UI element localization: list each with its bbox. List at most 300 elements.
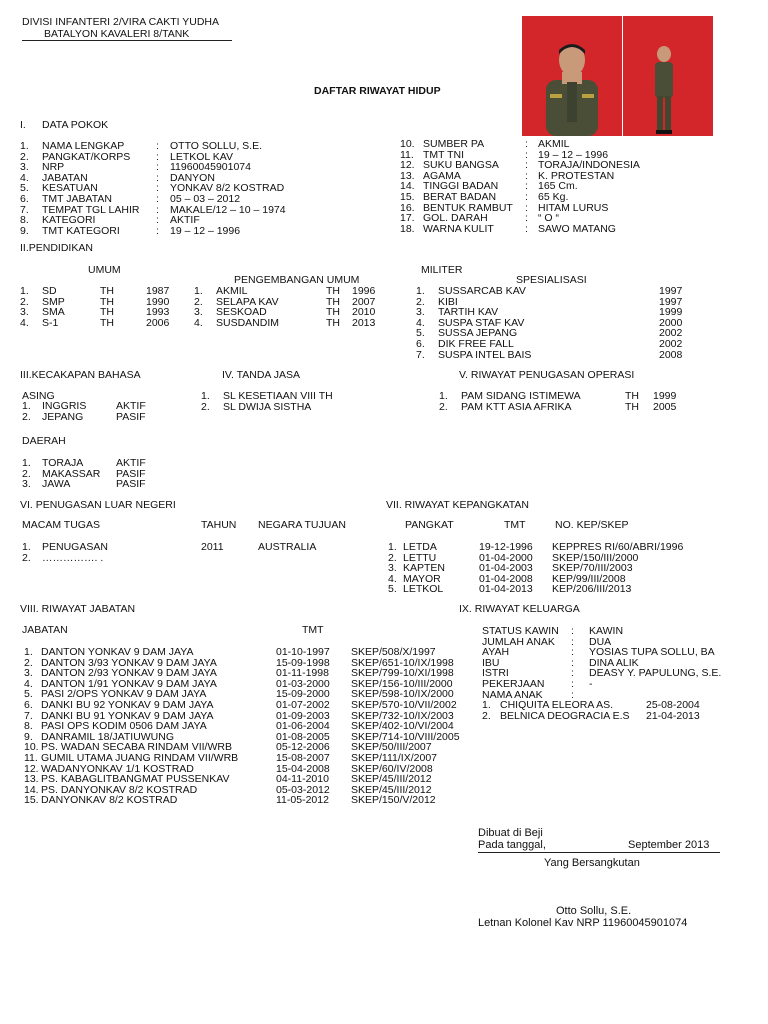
position-row: 14. PS. DANYONKAV 8/2 KOSTRAD 05-03-2012 SKEP/45/III/2012 bbox=[24, 783, 432, 796]
course-name: SUSPA INTEL BAIS bbox=[438, 348, 532, 361]
data-pokok-row: 17. GOL. DARAH : “ O “ bbox=[400, 212, 559, 225]
family-row: JUMLAH ANAK : DUA bbox=[482, 635, 612, 648]
position-tmt: 01-11-1998 bbox=[276, 667, 329, 680]
data-pokok-row: 8. KATEGORI : AKTIF bbox=[20, 214, 200, 227]
data-pokok-row: 16. BENTUK RAMBUT : HITAM LURUS bbox=[400, 201, 609, 214]
rank-tmt: 01-04-2003 bbox=[479, 562, 533, 575]
field-value: 19 – 12 – 1996 bbox=[170, 224, 241, 237]
kepangkatan-table bbox=[388, 542, 728, 595]
field-value: K. PROTESTAN bbox=[538, 169, 615, 182]
family-label: NAMA ANAK bbox=[482, 688, 543, 701]
position-name: GUMIL UTAMA JUANG RINDAM VII/WRB bbox=[41, 751, 239, 764]
field-label: TINGGI BADAN bbox=[423, 180, 499, 193]
family-row: IBU : DINA ALIK bbox=[482, 656, 639, 669]
position-decree: SKEP/45/III/2012 bbox=[351, 773, 432, 786]
position-name: PS. WADAN SECABA RINDAM VII/WRB bbox=[41, 741, 232, 754]
row-number: 5. bbox=[20, 182, 29, 195]
position-tmt: 05-03-2012 bbox=[276, 783, 330, 796]
col-tmt: TMT bbox=[504, 519, 526, 531]
data-pokok-row: 18. WARNA KULIT : SAWO MATANG bbox=[400, 222, 616, 235]
row-number: 12. bbox=[400, 159, 415, 172]
bahasa-daerah-table bbox=[22, 458, 182, 490]
position-decree: SKEP/45/III/2012 bbox=[351, 783, 432, 796]
row-number: 10. bbox=[400, 138, 415, 150]
umum-title: UMUM bbox=[88, 264, 121, 276]
row-number: 11. bbox=[400, 148, 414, 161]
sign-date-underline bbox=[478, 852, 720, 853]
col-jabatan: JABATAN bbox=[22, 624, 68, 636]
position-row: 7. DANKI BU 91 YONKAV 9 DAM JAYA 01-09-2003 SKEP/732-10/IX/2003 bbox=[24, 709, 454, 722]
data-pokok-row: 6. TMT JABATAN : 05 – 03 – 2012 bbox=[20, 192, 241, 205]
sign-rank-nrp: Letnan Kolonel Kav NRP 11960045901074 bbox=[478, 917, 688, 929]
language-level: AKTIF bbox=[116, 457, 146, 469]
operation-row: 2. PAM KTT ASIA AFRIKA TH 2005 bbox=[439, 400, 677, 413]
header-underline bbox=[22, 40, 232, 41]
section-pendidikan-heading: II.PENDIDIKAN bbox=[20, 242, 93, 254]
luar-negeri-table bbox=[22, 542, 362, 563]
family-row: PEKERJAAN : - bbox=[482, 677, 593, 690]
language-name: JEPANG bbox=[42, 410, 84, 423]
field-value: 05 – 03 – 2012 bbox=[170, 192, 241, 205]
duty-year: 2011 bbox=[201, 541, 224, 553]
rank-decree: SKEP/70/III/2003 bbox=[552, 562, 633, 575]
position-tmt: 15-09-2000 bbox=[276, 688, 330, 701]
field-label: TMT KATEGORI bbox=[42, 224, 120, 237]
family-row: STATUS KAWIN : KAWIN bbox=[482, 625, 624, 637]
education-row: 7. SUSPA INTEL BAIS 2008 bbox=[416, 348, 683, 361]
position-decree: SKEP/402-10/VI/2004 bbox=[351, 720, 454, 733]
education-row: 5. SUSSA JEPANG 2002 bbox=[416, 327, 683, 340]
course-name: SESKOAD bbox=[216, 306, 267, 319]
field-value: DANYON bbox=[170, 171, 215, 184]
language-row: 2. MAKASSAR PASIF bbox=[22, 467, 146, 480]
asing-title: ASING bbox=[22, 390, 55, 402]
family-row: AYAH : YOSIAS TUPA SOLLU, BA bbox=[482, 646, 715, 659]
data-pokok-left-table bbox=[20, 141, 380, 236]
position-tmt: 01-10-1997 bbox=[276, 646, 330, 658]
position-name: PS. DANYONKAV 8/2 KOSTRAD bbox=[41, 783, 198, 796]
row-number: 14. bbox=[400, 180, 415, 193]
position-name: DANTON 3/93 YONKAV 9 DAM JAYA bbox=[41, 656, 217, 669]
field-label: WARNA KULIT bbox=[423, 222, 494, 235]
foreign-duty-row: 2. ……………. . bbox=[22, 551, 104, 564]
field-value: 19 – 12 – 1996 bbox=[538, 148, 609, 161]
position-tmt: 05-12-2006 bbox=[276, 741, 330, 754]
rank-decree: SKEP/150/III/2000 bbox=[552, 551, 639, 564]
section-jabatan-heading: VIII. RIWAYAT JABATAN bbox=[20, 603, 136, 615]
position-name: DANTON 1/91 YONKAV 9 DAM JAYA bbox=[41, 677, 217, 690]
section-data-pokok-num: I. bbox=[20, 119, 26, 131]
row-number: 1. bbox=[20, 140, 29, 152]
position-tmt: 04-11-2010 bbox=[276, 773, 329, 786]
section-operasi-heading: V. RIWAYAT PENUGASAN OPERASI bbox=[459, 369, 635, 381]
family-value: DUA bbox=[589, 635, 612, 648]
rank-row: 2. LETTU 01-04-2000 SKEP/150/III/2000 bbox=[388, 551, 639, 564]
position-name: PS. KABAGLITBANGMAT PUSSENKAV bbox=[41, 773, 230, 786]
position-tmt: 01-09-2003 bbox=[276, 709, 330, 722]
operation-name: PAM KTT ASIA AFRIKA bbox=[461, 400, 572, 413]
daerah-title: DAERAH bbox=[22, 435, 66, 447]
position-decree: SKEP/60/IV/2008 bbox=[351, 762, 433, 775]
data-pokok-row: 4. JABATAN : DANYON bbox=[20, 171, 215, 184]
rank-tmt: 19-12-1996 bbox=[479, 541, 533, 553]
education-row: 4. SUSDANDIM TH 2013 bbox=[194, 316, 376, 329]
position-name: DANKI BU 92 YONKAV 9 DAM JAYA bbox=[41, 698, 214, 711]
language-name: JAWA bbox=[42, 478, 71, 491]
position-decree: SKEP/598-10/IX/2000 bbox=[351, 688, 454, 701]
course-name: DIK FREE FALL bbox=[438, 337, 514, 350]
unit-battalion: BATALYON KAVALERI 8/TANK bbox=[44, 28, 190, 40]
child-name: CHIQUITA ELEORA AS. bbox=[500, 699, 614, 712]
course-year: 1996 bbox=[352, 285, 376, 297]
position-row: 4. DANTON 1/91 YONKAV 9 DAM JAYA 01-03-2000 SKEP/156-10/III/2000 bbox=[24, 677, 453, 690]
sign-place: Dibuat di Beji bbox=[478, 827, 543, 839]
data-pokok-right-table bbox=[400, 139, 730, 234]
position-name: DANRAMIL 18/JATIUWUNG bbox=[41, 730, 175, 743]
field-value: HITAM LURUS bbox=[538, 201, 609, 214]
section-kepangkatan-heading: VII. RIWAYAT KEPANGKATAN bbox=[386, 499, 529, 511]
rank-tmt: 01-04-2008 bbox=[479, 572, 533, 585]
education-row: 1. SUSSARCAB KAV 1997 bbox=[416, 285, 683, 297]
course-year: 2000 bbox=[659, 316, 683, 329]
sign-role: Yang Bersangkutan bbox=[544, 857, 640, 869]
row-number: 15. bbox=[400, 190, 415, 203]
col-no-kep: NO. KEP/SKEP bbox=[555, 519, 629, 531]
field-value: 65 Kg. bbox=[538, 190, 569, 203]
row-number: 16. bbox=[400, 201, 415, 214]
position-row: 13. PS. KABAGLITBANGMAT PUSSENKAV 04-11-2010 SKEP/45/III/2012 bbox=[24, 773, 432, 786]
field-value: LETKOL KAV bbox=[170, 150, 234, 163]
education-row: 2. SMP TH 1990 bbox=[20, 295, 170, 308]
section-luar-negeri-heading: VI. PENUGASAN LUAR NEGERI bbox=[20, 499, 176, 511]
rank-row: 1. LETDA 19-12-1996 KEPPRES RI/60/ABRI/1996 bbox=[388, 541, 684, 553]
data-pokok-row: 1. NAMA LENGKAP : OTTO SOLLU, S.E. bbox=[20, 140, 262, 152]
family-row: ISTRI : DEASY Y. PAPULUNG, S.E. bbox=[482, 667, 722, 680]
education-row: 2. SELAPA KAV TH 2007 bbox=[194, 295, 376, 308]
section-keluarga-heading: IX. RIWAYAT KELUARGA bbox=[459, 603, 580, 615]
spesialisasi-title: SPESIALISASI bbox=[516, 274, 587, 286]
data-pokok-row: 14. TINGGI BADAN : 165 Cm. bbox=[400, 180, 578, 193]
field-label: NRP bbox=[42, 161, 65, 174]
operation-name: PAM SIDANG ISTIMEWA bbox=[461, 390, 581, 402]
course-name: SUSDANDIM bbox=[216, 316, 280, 329]
position-row: 5. PASI 2/OPS YONKAV 9 DAM JAYA 15-09-2000 SKEP/598-10/IX/2000 bbox=[24, 688, 454, 701]
language-name: TORAJA bbox=[42, 457, 84, 469]
data-pokok-row: 7. TEMPAT TGL LAHIR : MAKALE/12 – 10 – 1974 bbox=[20, 203, 286, 216]
course-year: 2010 bbox=[352, 306, 376, 319]
field-label: GOL. DARAH bbox=[423, 212, 488, 225]
education-row: 6. DIK FREE FALL 2002 bbox=[416, 337, 683, 350]
operation-year: 2005 bbox=[653, 400, 677, 413]
row-number: 8. bbox=[20, 214, 29, 227]
child-birthdate: 21-04-2013 bbox=[646, 709, 700, 722]
education-row: 1. AKMIL TH 1996 bbox=[194, 285, 376, 297]
position-row: 15. DANYONKAV 8/2 KOSTRAD 11-05-2012 SKEP/150/V/2012 bbox=[24, 794, 436, 807]
field-value: OTTO SOLLU, S.E. bbox=[170, 140, 262, 152]
language-name: INGGRIS bbox=[42, 400, 87, 412]
school-year: 2006 bbox=[146, 316, 170, 329]
data-pokok-row: 13. AGAMA : K. PROTESTAN bbox=[400, 169, 615, 182]
row-number: 3. bbox=[20, 161, 29, 174]
rank-name: LETDA bbox=[403, 541, 437, 553]
col-pangkat: PANGKAT bbox=[405, 519, 454, 531]
operation-year: 1999 bbox=[653, 390, 677, 402]
row-number: 13. bbox=[400, 169, 415, 182]
position-name: DANKI BU 91 YONKAV 9 DAM JAYA bbox=[41, 709, 214, 722]
position-decree: SKEP/111/IX/2007 bbox=[351, 751, 438, 764]
field-value: TORAJA/INDONESIA bbox=[538, 159, 640, 172]
course-name: SELAPA KAV bbox=[216, 295, 279, 308]
language-level: PASIF bbox=[116, 467, 146, 480]
data-pokok-row: 5. KESATUAN : YONKAV 8/2 KOSTRAD bbox=[20, 182, 285, 195]
award-row: 2. SL DWIJA SISTHA bbox=[201, 400, 312, 413]
position-decree: SKEP/651-10/IX/1998 bbox=[351, 656, 454, 669]
field-value: “ O “ bbox=[538, 212, 559, 225]
child-birthdate: 25-08-2004 bbox=[646, 699, 700, 712]
field-value: YONKAV 8/2 KOSTRAD bbox=[170, 182, 285, 195]
rank-name: LETTU bbox=[403, 551, 437, 564]
award-name: SL DWIJA SISTHA bbox=[223, 400, 312, 413]
duty-name: ……………. . bbox=[42, 551, 104, 564]
document-title: DAFTAR RIWAYAT HIDUP bbox=[314, 85, 441, 97]
position-decree: SKEP/150/V/2012 bbox=[351, 794, 436, 807]
field-label: SUKU BANGSA bbox=[423, 159, 499, 172]
language-level: PASIF bbox=[116, 410, 146, 423]
militer-title: MILITER bbox=[421, 264, 463, 276]
field-value: 165 Cm. bbox=[538, 180, 578, 193]
col-jabatan-tmt: TMT bbox=[302, 624, 324, 636]
family-label: JUMLAH ANAK bbox=[482, 635, 555, 648]
position-row: 6. DANKI BU 92 YONKAV 9 DAM JAYA 01-07-2002 SKEP/570-10/VII/2002 bbox=[24, 698, 457, 711]
section-data-pokok-heading: DATA POKOK bbox=[42, 119, 109, 131]
position-row: 11. GUMIL UTAMA JUANG RINDAM VII/WRB 15-08-2007 SKEP/111/IX/2007 bbox=[24, 751, 438, 764]
school-name: S-1 bbox=[42, 316, 59, 329]
rank-name: LETKOL bbox=[403, 583, 444, 596]
course-name: SUSPA STAF KAV bbox=[438, 316, 525, 329]
pendidikan-spesialisasi-table bbox=[416, 286, 716, 360]
language-level: PASIF bbox=[116, 478, 146, 491]
pengembangan-title: PENGEMBANGAN UMUM bbox=[234, 274, 360, 286]
course-name: SUSSA JEPANG bbox=[438, 327, 518, 340]
col-negara-tujuan: NEGARA TUJUAN bbox=[258, 519, 346, 531]
position-tmt: 01-06-2004 bbox=[276, 720, 330, 733]
school-year: 1990 bbox=[146, 295, 170, 308]
operasi-table bbox=[439, 391, 699, 412]
education-row: 3. SESKOAD TH 2010 bbox=[194, 306, 376, 319]
pendidikan-pengembangan-table bbox=[194, 286, 394, 328]
rank-decree: KEPPRES RI/60/ABRI/1996 bbox=[552, 541, 684, 553]
education-row: 2. KIBI 1997 bbox=[416, 295, 683, 308]
data-pokok-row: 10. SUMBER PA : AKMIL bbox=[400, 138, 570, 150]
position-tmt: 15-08-2007 bbox=[276, 751, 330, 764]
course-year: 1997 bbox=[659, 295, 683, 308]
sign-date-value: September 2013 bbox=[628, 839, 710, 851]
course-year: 2007 bbox=[352, 295, 376, 308]
position-tmt: 01-03-2000 bbox=[276, 677, 330, 690]
rank-row: 4. MAYOR 01-04-2008 KEP/99/III/2008 bbox=[388, 572, 626, 585]
school-year: 1987 bbox=[146, 285, 170, 297]
rank-name: KAPTEN bbox=[403, 562, 446, 575]
front-portrait-figure bbox=[522, 16, 622, 136]
rank-tmt: 01-04-2013 bbox=[479, 583, 533, 596]
rank-name: MAYOR bbox=[403, 572, 441, 585]
field-value: SAWO MATANG bbox=[538, 222, 616, 235]
position-name: DANTON 2/93 YONKAV 9 DAM JAYA bbox=[41, 667, 217, 680]
course-year: 2002 bbox=[659, 327, 683, 340]
education-row: 3. SMA TH 1993 bbox=[20, 306, 170, 319]
operation-row: 1. PAM SIDANG ISTIMEWA TH 1999 bbox=[439, 390, 677, 402]
position-decree: SKEP/508/X/1997 bbox=[351, 646, 436, 658]
family-row: NAMA ANAK : bbox=[482, 688, 574, 701]
row-number: 9. bbox=[20, 224, 29, 237]
position-row: 1. DANTON YONKAV 9 DAM JAYA 01-10-1997 SKEP/508/X/1997 bbox=[24, 646, 436, 658]
data-pokok-row: 11. TMT TNI : 19 – 12 – 1996 bbox=[400, 148, 609, 161]
sign-date-label: Pada tanggal, bbox=[478, 839, 546, 851]
position-tmt: 15-04-2008 bbox=[276, 762, 330, 775]
field-value: MAKALE/12 – 10 – 1974 bbox=[170, 203, 286, 216]
tanda-jasa-table bbox=[201, 391, 401, 412]
education-row: 3. TARTIH KAV 1999 bbox=[416, 306, 683, 319]
side-portrait-figure bbox=[623, 16, 713, 136]
rank-decree: KEP/99/III/2008 bbox=[552, 572, 626, 585]
language-row: 1. TORAJA AKTIF bbox=[22, 457, 146, 469]
position-decree: SKEP/570-10/VII/2002 bbox=[351, 698, 457, 711]
position-row: 10. PS. WADAN SECABA RINDAM VII/WRB 05-12-2006 SKEP/50/III/2007 bbox=[24, 741, 432, 754]
course-year: 2013 bbox=[352, 316, 376, 329]
education-row: 4. SUSPA STAF KAV 2000 bbox=[416, 316, 683, 329]
language-row: 3. JAWA PASIF bbox=[22, 478, 146, 491]
data-pokok-row: 12. SUKU BANGSA : TORAJA/INDONESIA bbox=[400, 159, 640, 172]
position-decree: SKEP/156-10/III/2000 bbox=[351, 677, 453, 690]
rank-tmt: 01-04-2000 bbox=[479, 551, 533, 564]
language-row: 2. JEPANG PASIF bbox=[22, 410, 146, 423]
row-number: 7. bbox=[20, 203, 29, 216]
field-label: BERAT BADAN bbox=[423, 190, 497, 203]
position-tmt: 01-07-2002 bbox=[276, 698, 330, 711]
position-row: 8. PASI OPS KODIM 0506 DAM JAYA 01-06-2004 SKEP/402-10/VI/2004 bbox=[24, 720, 454, 733]
field-label: AGAMA bbox=[423, 169, 461, 182]
position-tmt: 11-05-2012 bbox=[276, 794, 329, 807]
row-number: 17. bbox=[400, 212, 415, 225]
section-bahasa-heading: III.KECAKAPAN BAHASA bbox=[20, 369, 141, 381]
position-name: DANTON YONKAV 9 DAM JAYA bbox=[41, 646, 194, 658]
field-label: PANGKAT/KORPS bbox=[42, 150, 131, 163]
position-tmt: 01-08-2005 bbox=[276, 730, 330, 743]
field-label: TMT TNI bbox=[423, 148, 465, 161]
duty-name: PENUGASAN bbox=[42, 541, 108, 553]
school-name: SD bbox=[42, 285, 57, 297]
keluarga-table bbox=[482, 626, 752, 721]
sign-name: Otto Sollu, S.E. bbox=[556, 905, 632, 917]
position-tmt: 15-09-1998 bbox=[276, 656, 330, 669]
field-label: JABATAN bbox=[42, 171, 88, 184]
data-pokok-row: 3. NRP : 11960045901074 bbox=[20, 161, 251, 174]
field-label: NAMA LENGKAP bbox=[42, 140, 125, 152]
award-name: SL KESETIAAN VIII TH bbox=[223, 390, 333, 402]
col-tahun: TAHUN bbox=[201, 519, 237, 531]
course-name: SUSSARCAB KAV bbox=[438, 285, 526, 297]
data-pokok-row: 9. TMT KATEGORI : 19 – 12 – 1996 bbox=[20, 224, 241, 237]
position-row: 12. WADANYONKAV 1/1 KOSTRAD 15-04-2008 SKEP/60/IV/2008 bbox=[24, 762, 433, 775]
col-macam-tugas: MACAM TUGAS bbox=[22, 519, 100, 531]
family-label: IBU bbox=[482, 656, 500, 669]
family-value: DEASY Y. PAPULUNG, S.E. bbox=[589, 667, 722, 680]
award-row: 1. SL KESETIAAN VIII TH bbox=[201, 390, 333, 402]
field-value: 11960045901074 bbox=[170, 161, 251, 174]
field-label: BENTUK RAMBUT bbox=[423, 201, 513, 214]
position-name: WADANYONKAV 1/1 KOSTRAD bbox=[41, 762, 194, 775]
family-value: YOSIAS TUPA SOLLU, BA bbox=[589, 646, 715, 659]
course-year: 1997 bbox=[659, 285, 683, 297]
course-name: KIBI bbox=[438, 295, 458, 308]
school-name: SMA bbox=[42, 306, 65, 319]
section-tanda-jasa-heading: IV. TANDA JASA bbox=[222, 369, 301, 381]
field-value: AKMIL bbox=[538, 138, 570, 150]
field-value: AKTIF bbox=[170, 214, 200, 227]
family-value: DINA ALIK bbox=[589, 656, 639, 669]
course-name: AKMIL bbox=[216, 285, 248, 297]
position-name: PASI 2/OPS YONKAV 9 DAM JAYA bbox=[41, 688, 207, 701]
course-name: TARTIH KAV bbox=[438, 306, 499, 319]
field-label: SUMBER PA bbox=[423, 138, 485, 150]
child-row: 2. BELNICA DEOGRACIA E.S 21-04-2013 bbox=[482, 709, 700, 722]
field-label: TEMPAT TGL LAHIR bbox=[42, 203, 140, 216]
rank-decree: KEP/206/III/2013 bbox=[552, 583, 632, 596]
family-value: - bbox=[589, 677, 593, 690]
rank-row: 5. LETKOL 01-04-2013 KEP/206/III/2013 bbox=[388, 583, 632, 596]
field-label: KATEGORI bbox=[42, 214, 96, 227]
family-label: ISTRI bbox=[482, 667, 509, 680]
school-name: SMP bbox=[42, 295, 65, 308]
position-decree: SKEP/799-10/XI/1998 bbox=[351, 667, 454, 680]
side-portrait-photo bbox=[623, 16, 713, 136]
language-name: MAKASSAR bbox=[42, 467, 101, 480]
child-name: BELNICA DEOGRACIA E.S bbox=[500, 709, 630, 722]
family-label: PEKERJAAN bbox=[482, 677, 545, 690]
position-row: 2. DANTON 3/93 YONKAV 9 DAM JAYA 15-09-1998 SKEP/651-10/IX/1998 bbox=[24, 656, 454, 669]
position-decree: SKEP/50/III/2007 bbox=[351, 741, 432, 754]
row-number: 2. bbox=[20, 150, 29, 163]
course-year: 2002 bbox=[659, 337, 683, 350]
row-number: 4. bbox=[20, 171, 29, 184]
position-name: PASI OPS KODIM 0506 DAM JAYA bbox=[41, 720, 207, 733]
education-row: 4. S-1 TH 2006 bbox=[20, 316, 170, 329]
position-decree: SKEP/732-10/IX/2003 bbox=[351, 709, 454, 722]
row-number: 6. bbox=[20, 192, 29, 205]
course-year: 2008 bbox=[659, 348, 683, 361]
school-year: 1993 bbox=[146, 306, 170, 319]
data-pokok-row: 15. BERAT BADAN : 65 Kg. bbox=[400, 190, 569, 203]
education-row: 1. SD TH 1987 bbox=[20, 285, 170, 297]
family-label: STATUS KAWIN bbox=[482, 625, 559, 637]
front-portrait-photo bbox=[522, 16, 622, 136]
rank-row: 3. KAPTEN 01-04-2003 SKEP/70/III/2003 bbox=[388, 562, 633, 575]
position-row: 3. DANTON 2/93 YONKAV 9 DAM JAYA 01-11-1998 SKEP/799-10/XI/1998 bbox=[24, 667, 454, 680]
position-row: 9. DANRAMIL 18/JATIUWUNG 01-08-2005 SKEP/714-10/VIII/2005 bbox=[24, 730, 460, 743]
jabatan-table bbox=[24, 647, 474, 806]
unit-division: DIVISI INFANTERI 2/VIRA CAKTI YUDHA bbox=[22, 16, 220, 28]
family-value: KAWIN bbox=[589, 625, 624, 637]
bahasa-asing-table bbox=[22, 401, 182, 422]
field-label: KESATUAN bbox=[42, 182, 98, 195]
field-label: TMT JABATAN bbox=[42, 192, 113, 205]
duty-country: AUSTRALIA bbox=[258, 541, 317, 553]
course-year: 1999 bbox=[659, 306, 683, 319]
row-number: 18. bbox=[400, 222, 415, 235]
child-row: 1. CHIQUITA ELEORA AS. 25-08-2004 bbox=[482, 699, 700, 712]
position-decree: SKEP/714-10/VIII/2005 bbox=[351, 730, 460, 743]
language-level: AKTIF bbox=[116, 400, 146, 412]
